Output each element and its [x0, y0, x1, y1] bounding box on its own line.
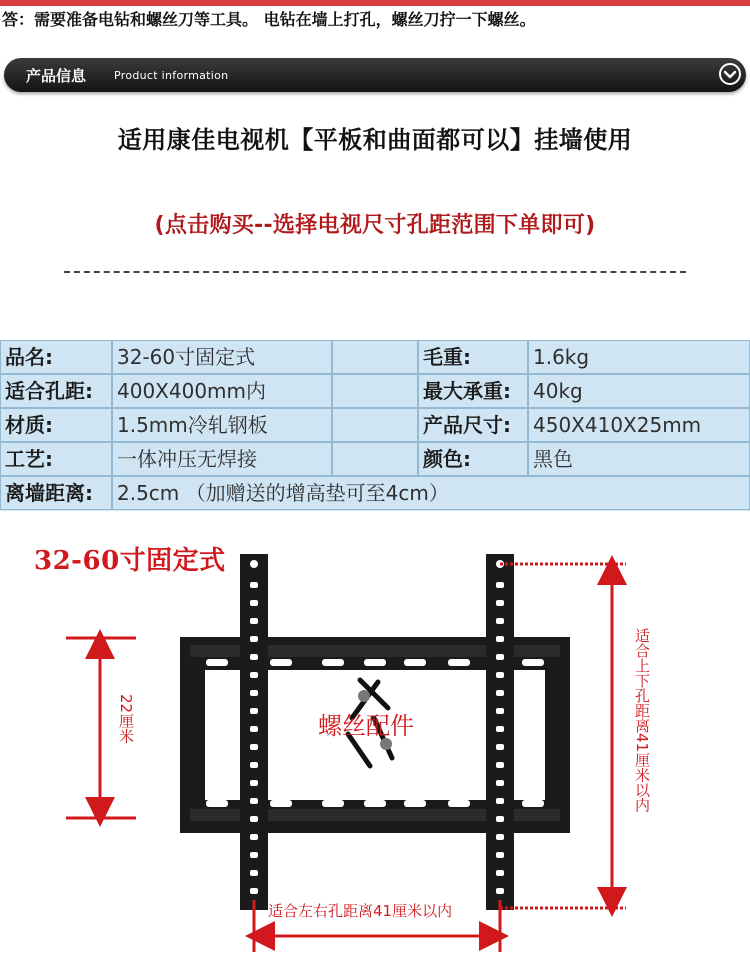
spec-value-color: 黑色: [528, 442, 750, 476]
product-info-subtitle: Product information: [114, 69, 229, 82]
spec-value-material: 1.5mm冷轧钢板: [112, 408, 332, 442]
screw-accessories-label: 螺丝配件: [318, 712, 414, 740]
cropped-top-text: [0, 0, 750, 6]
spec-label-material: 材质:: [0, 408, 112, 442]
bracket-model-label: 32-60寸固定式: [34, 546, 226, 576]
dimension-label-horizontal-spacing: 适合左右孔距离41厘米以内: [268, 902, 453, 920]
chevron-down-circle-icon[interactable]: [718, 62, 742, 86]
spec-label-hole-spacing: 适合孔距:: [0, 374, 112, 408]
spec-label-color: 颜色:: [418, 442, 528, 476]
spec-label-process: 工艺:: [0, 442, 112, 476]
dimension-label-22cm: 22厘米: [117, 694, 135, 744]
page-title: 适用康佳电视机【平板和曲面都可以】挂墙使用: [117, 126, 633, 154]
product-info-title: 产品信息: [26, 67, 87, 85]
spec-value-wall-distance: 2.5cm （加赠送的增高垫可至4cm）: [112, 476, 750, 510]
spec-spacer: [332, 340, 418, 374]
spec-label-wall-distance: 离墙距离:: [0, 476, 112, 510]
spec-spacer: [332, 374, 418, 408]
spec-value-process: 一体冲压无焊接: [112, 442, 332, 476]
spec-value-max-load: 40kg: [528, 374, 750, 408]
bracket-illustration: [0, 512, 750, 960]
spec-value-name: 32-60寸固定式: [112, 340, 332, 374]
purchase-instruction: (点击购买--选择电视尺寸孔距范围下单即可): [154, 213, 596, 238]
spec-label-max-load: 最大承重:: [418, 374, 528, 408]
spec-value-hole-spacing: 400X400mm内: [112, 374, 332, 408]
dimension-label-vertical-spacing: 适合上下孔距离41厘米以内: [633, 628, 651, 813]
divider-dashed: [64, 271, 686, 273]
spec-spacer: [332, 408, 418, 442]
specification-table: [0, 340, 750, 511]
answer-line: 答：需要准备电钻和螺丝刀等工具。 电钻在墙上打孔，螺丝刀拧一下螺丝。: [2, 10, 536, 29]
spec-label-name: 品名:: [0, 340, 112, 374]
spec-value-size: 450X410X25mm: [528, 408, 750, 442]
product-info-bar[interactable]: [4, 58, 746, 92]
spec-label-weight: 毛重:: [418, 340, 528, 374]
spec-label-size: 产品尺寸:: [418, 408, 528, 442]
spec-spacer: [332, 442, 418, 476]
spec-value-weight: 1.6kg: [528, 340, 750, 374]
